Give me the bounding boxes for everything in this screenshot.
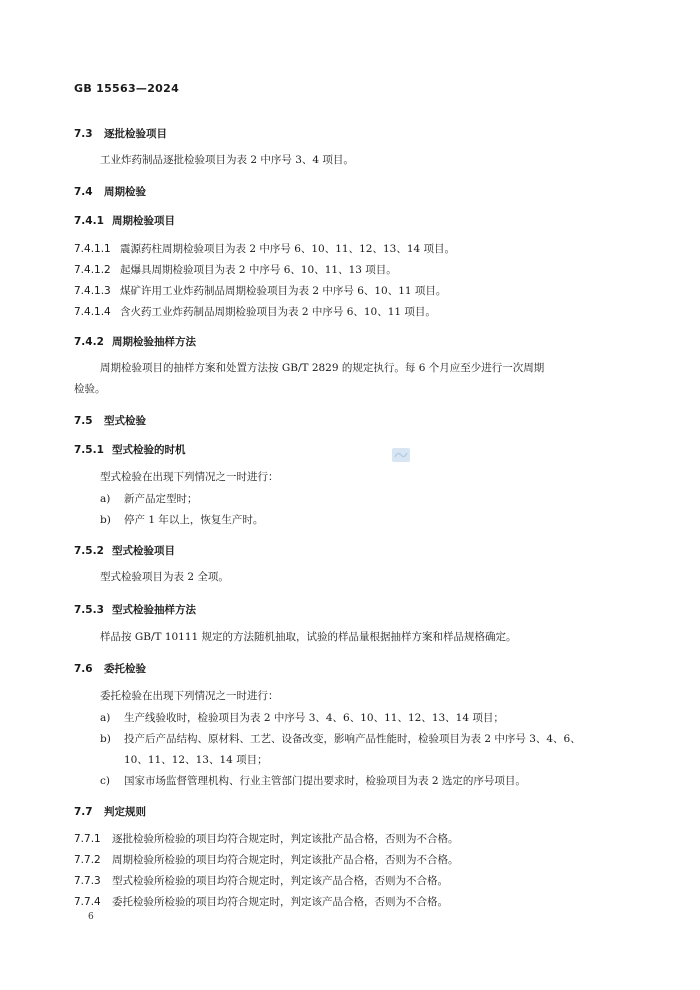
clause-text: 起爆具周期检验项目为表 2 中序号 6、10、11、13 项目。: [120, 264, 397, 276]
section-7-5-3-text: 样品按 GB/T 10111 规定的方法随机抽取，试验的样品量根据抽样方案和样品规格确定。: [100, 631, 517, 643]
section-7-4-heading: [74, 184, 146, 199]
clause-number: 7.4.1.1: [74, 243, 111, 255]
clause-text: 煤矿许用工业炸药制品周期检验项目为表 2 中序号 6、10、11 项目。: [120, 285, 447, 297]
section-number: 7.7: [74, 806, 93, 818]
section-number: 7.5: [74, 415, 93, 427]
watermark-logo: [392, 448, 410, 462]
list-marker: a): [100, 712, 111, 724]
section-number: 7.4: [74, 186, 93, 198]
section-title: 型式检验抽样方法: [112, 604, 196, 616]
list-text: 停产 1 年以上，恢复生产时。: [124, 514, 264, 526]
list-marker: a): [100, 493, 111, 505]
section-title: 型式检验项目: [112, 545, 175, 557]
section-7-4-2-text-line1: 周期检验项目的抽样方案和处置方法按 GB/T 2829 的规定执行。每 6 个月应至少进行一次周期: [100, 362, 545, 374]
section-7-7-heading: [74, 804, 146, 819]
section-number: 7.5.2: [74, 545, 104, 557]
list-item-a: [100, 491, 198, 506]
list-item-a: [100, 710, 504, 725]
section-7-4-1-heading: [74, 213, 175, 228]
clause-number: 7.4.1.3: [74, 285, 111, 297]
section-7-4-2-text-line2: 检验。: [74, 383, 106, 395]
section-7-3-heading: [74, 126, 167, 141]
clause-7-4-1-1: [74, 241, 455, 256]
list-text: 新产品定型时；: [124, 493, 198, 505]
clause-7-7-1: [74, 831, 459, 846]
clause-7-7-2: [74, 852, 459, 867]
clause-text: 震源药柱周期检验项目为表 2 中序号 6、10、11、12、13、14 项目。: [120, 243, 456, 255]
list-marker: b): [100, 514, 111, 526]
clause-text: 含火药工业炸药制品周期检验项目为表 2 中序号 6、10、11 项目。: [120, 306, 436, 318]
section-title: 判定规则: [104, 806, 146, 818]
section-title: 逐批检验项目: [104, 128, 167, 140]
list-item-c: [100, 773, 526, 788]
section-number: 7.4.1: [74, 215, 104, 227]
standard-code: GB 15563—2024: [74, 82, 180, 95]
clause-7-7-3: [74, 873, 448, 888]
clause-number: 7.4.1.2: [74, 264, 111, 276]
section-number: 7.6: [74, 663, 93, 675]
section-7-6-intro: 委托检验在出现下列情况之一时进行：: [100, 690, 279, 702]
section-7-5-2-text: 型式检验项目为表 2 全项。: [100, 571, 229, 583]
clause-number: 7.7.4: [74, 896, 101, 908]
section-title: 型式检验: [104, 415, 146, 427]
section-title: 周期检验项目: [112, 215, 175, 227]
section-7-3-text: 工业炸药制品逐批检验项目为表 2 中序号 3、4 项目。: [100, 154, 354, 166]
section-7-6-heading: [74, 661, 146, 676]
clause-text: 周期检验所检验的项目均符合规定时，判定该批产品合格，否则为不合格。: [112, 854, 459, 866]
list-item-b: [100, 512, 263, 527]
list-text: 投产后产品结构、原材料、工艺、设备改变，影响产品性能时，检验项目为表 2 中序号 3、4、6、: [124, 733, 581, 745]
section-number: 7.5.3: [74, 604, 104, 616]
clause-number: 7.4.1.4: [74, 306, 111, 318]
section-number: 7.3: [74, 128, 93, 140]
page-number: 6: [88, 912, 94, 922]
section-7-4-2-heading: [74, 334, 196, 349]
clause-7-4-1-3: [74, 283, 446, 298]
section-number: 7.5.1: [74, 444, 104, 456]
list-text: 国家市场监督管理机构、行业主管部门提出要求时，检验项目为表 2 选定的序号项目。: [124, 775, 526, 787]
clause-7-7-4: [74, 894, 448, 909]
clause-7-4-1-4: [74, 304, 436, 319]
clause-number: 7.7.2: [74, 854, 101, 866]
clause-text: 型式检验所检验的项目均符合规定时，判定该产品合格，否则为不合格。: [112, 875, 448, 887]
section-title: 周期检验: [104, 186, 146, 198]
list-marker: b): [100, 733, 111, 745]
section-7-5-3-heading: [74, 602, 196, 617]
clause-number: 7.7.1: [74, 833, 101, 845]
section-number: 7.4.2: [74, 336, 104, 348]
clause-text: 逐批检验所检验的项目均符合规定时，判定该批产品合格，否则为不合格。: [112, 833, 459, 845]
section-title: 型式检验的时机: [112, 444, 186, 456]
list-item-b: [100, 731, 581, 746]
list-text: 生产线验收时，检验项目为表 2 中序号 3、4、6、10、11、12、13、14 项目；: [124, 712, 504, 724]
section-7-5-1-heading: [74, 442, 186, 457]
section-7-5-heading: [74, 413, 146, 428]
clause-7-4-1-2: [74, 262, 397, 277]
clause-text: 委托检验所检验的项目均符合规定时，判定该产品合格，否则为不合格。: [112, 896, 448, 908]
clause-number: 7.7.3: [74, 875, 101, 887]
list-marker: c): [100, 775, 110, 787]
section-title: 委托检验: [104, 663, 146, 675]
section-7-5-1-intro: 型式检验在出现下列情况之一时进行：: [100, 471, 279, 483]
list-item-b-continuation: 10、11、12、13、14 项目；: [124, 754, 268, 766]
section-title: 周期检验抽样方法: [112, 336, 196, 348]
section-7-5-2-heading: [74, 543, 175, 558]
